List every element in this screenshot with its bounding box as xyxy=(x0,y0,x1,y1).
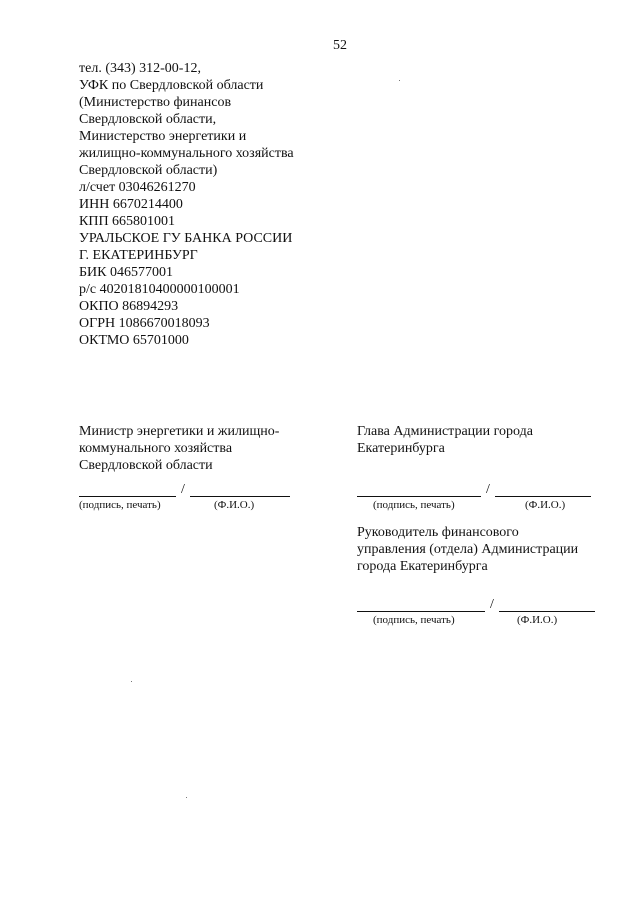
page-number: 52 xyxy=(333,38,347,53)
title-line: Министр энергетики и жилищно- xyxy=(79,424,280,439)
name-line xyxy=(499,599,595,612)
signature-line xyxy=(357,484,481,497)
requisite-line: ОКПО 86894293 xyxy=(79,299,179,314)
title-line: города Екатеринбурга xyxy=(357,559,488,574)
signature-block-head-admin xyxy=(357,423,607,513)
requisite-line: тел. (343) 312-00-12, xyxy=(79,61,201,76)
requisite-line: УРАЛЬСКОЕ ГУ БАНКА РОССИИ xyxy=(79,231,293,246)
title-line: Свердловской области xyxy=(79,458,213,473)
scan-speck xyxy=(131,681,132,682)
title-line: Екатеринбурга xyxy=(357,441,445,456)
caption-name: (Ф.И.О.) xyxy=(214,499,255,511)
requisite-line: л/счет 03046261270 xyxy=(79,180,196,195)
signatory-title xyxy=(357,524,617,575)
scan-speck xyxy=(399,80,400,81)
requisite-line: УФК по Свердловской области xyxy=(79,78,264,93)
requisite-line: (Министерство финансов xyxy=(79,95,232,110)
slash-separator: / xyxy=(490,597,494,612)
requisite-line: ИНН 6670214400 xyxy=(79,197,183,212)
scan-speck xyxy=(186,797,187,798)
caption-signature: (подпись, печать) xyxy=(373,614,455,626)
signature-captions xyxy=(357,499,607,513)
requisite-line: ОКТМО 65701000 xyxy=(79,333,189,348)
signature-row xyxy=(357,594,617,612)
requisite-line: Свердловской области) xyxy=(79,163,218,178)
requisite-line: Свердловской области, xyxy=(79,112,217,127)
signature-captions xyxy=(357,614,617,628)
signature-line xyxy=(357,599,485,612)
signature-line xyxy=(79,484,176,497)
requisite-line: Г. ЕКАТЕРИНБУРГ xyxy=(79,248,198,263)
title-line: управления (отдела) Администрации xyxy=(357,542,579,557)
signature-row xyxy=(79,479,309,497)
signature-row xyxy=(357,479,607,497)
requisite-line: БИК 046577001 xyxy=(79,265,173,280)
title-line: Глава Администрации города xyxy=(357,424,533,439)
slash-separator: / xyxy=(181,482,185,497)
caption-signature: (подпись, печать) xyxy=(79,499,161,511)
bank-requisites xyxy=(79,60,294,349)
name-line xyxy=(190,484,290,497)
requisite-line: жилищно-коммунального хозяйства xyxy=(79,146,294,161)
caption-signature: (подпись, печать) xyxy=(373,499,455,511)
signature-block-minister xyxy=(79,423,309,513)
caption-name: (Ф.И.О.) xyxy=(525,499,566,511)
signatory-title xyxy=(79,423,309,474)
signature-captions xyxy=(79,499,309,513)
requisite-line: р/с 40201810400000100001 xyxy=(79,282,240,297)
title-line: коммунального хозяйства xyxy=(79,441,233,456)
name-line xyxy=(495,484,591,497)
signature-block-finance-head xyxy=(357,524,617,628)
slash-separator: / xyxy=(486,482,490,497)
caption-name: (Ф.И.О.) xyxy=(517,614,558,626)
requisite-line: Министерство энергетики и xyxy=(79,129,247,144)
title-line: Руководитель финансового xyxy=(357,525,519,540)
requisite-line: ОГРН 1086670018093 xyxy=(79,316,210,331)
signatory-title xyxy=(357,423,607,457)
requisite-line: КПП 665801001 xyxy=(79,214,176,229)
